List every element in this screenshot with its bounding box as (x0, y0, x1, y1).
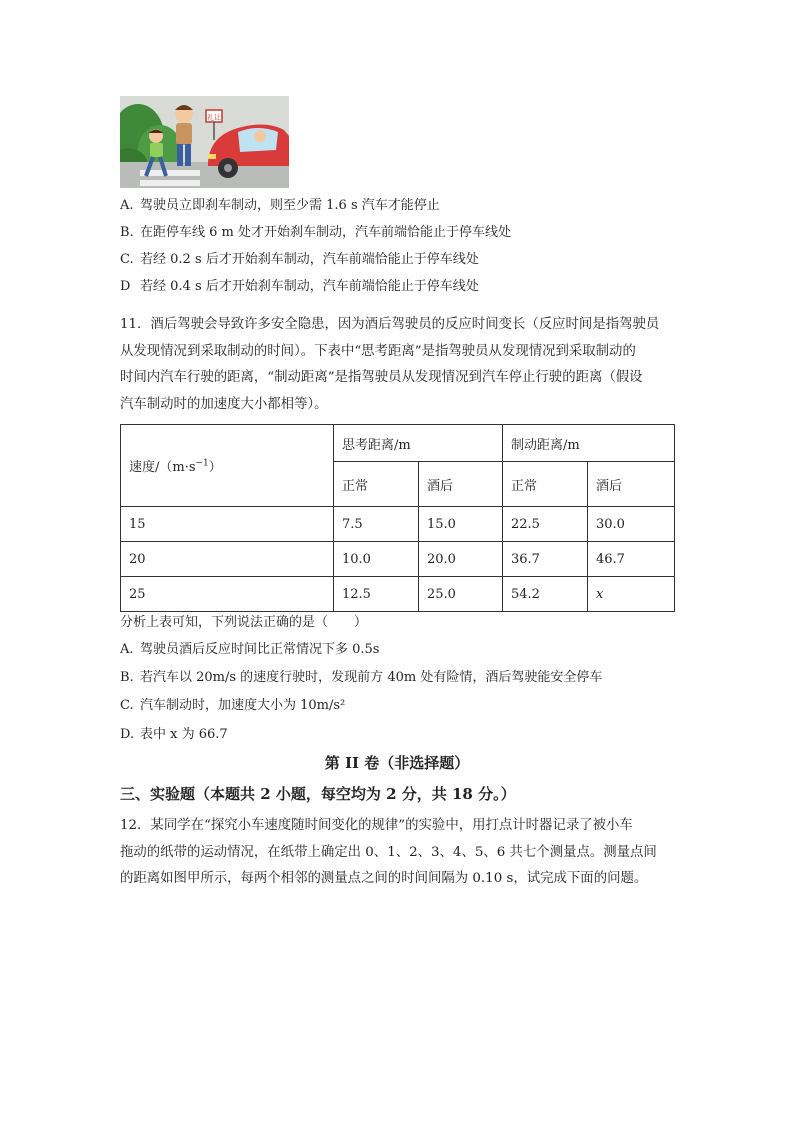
q12-line: 拖动的纸带的运动情况，在纸带上确定出 0、1、2、3、4、5、6 共七个测量点。测量点间 (120, 844, 657, 860)
option-letter: A. (120, 642, 134, 657)
brake-drunk-header: 酒后 (588, 462, 675, 507)
section-title: 第 II 卷（非选择题） (324, 754, 470, 772)
q11-question: 分析上表可知，下列说法正确的是（ ） (120, 615, 368, 630)
q11-line: 11．酒后驾驶会导致许多安全隐患，因为酒后驾驶员的反应时间变长（反应时间是指驾驶员 (120, 317, 660, 332)
table-cell: 7.5 (334, 507, 419, 542)
table-cell: 15.0 (419, 507, 503, 542)
option-text: 若经 0.4 s 后才开始刹车制动，汽车前端恰能止于停车线处 (140, 279, 479, 294)
option-text: 驾驶员立即刹车制动，则至少需 1.6 s 汽车才能停止 (140, 198, 440, 213)
table-cell: 25.0 (419, 577, 503, 612)
q11-option-a (120, 641, 379, 659)
option-text: 若汽车以 20m/s 的速度行驶时，发现前方 40m 处有险情，酒后驾驶能安全停车 (140, 670, 603, 685)
speed-header-cell: 速度$/(m\cdot s^{-1})$ (121, 425, 334, 507)
table-cell: 46.7 (588, 542, 675, 577)
q10-option-a (120, 197, 440, 215)
option-letter: C. (120, 252, 134, 267)
option-letter: D. (120, 727, 135, 742)
table-cell: 25 (121, 577, 334, 612)
table-cell: 15 (121, 507, 334, 542)
q10-option-c (120, 251, 479, 269)
option-letter: A. (120, 198, 134, 213)
option-letter: D (120, 279, 131, 294)
brake-distance-header: 制动距离/m (503, 425, 675, 462)
crosswalk-illustration (120, 96, 289, 188)
q12-stem (120, 813, 680, 893)
q11-line: 从发现情况到采取制动的时间）。下表中“思考距离”是指驾驶员从发现情况到采取制动的 (120, 343, 636, 359)
table-cell: 10.0 (334, 542, 419, 577)
brake-normal-header: 正常 (503, 462, 588, 507)
option-text: 若经 0.2 s 后才开始刹车制动，汽车前端恰能止于停车线处 (140, 252, 479, 267)
q11-line: 时间内汽车行驶的距离，“制动距离”是指驾驶员从发现情况到汽车停止行驶的距离（假设 (120, 370, 643, 385)
q12-line: 的距离如图甲所示，每两个相邻的测量点之间的时间间隔为 0.10 s，试完成下面的问题。 (120, 871, 648, 886)
q11-line: 汽车制动时的加速度大小都相等）。 (120, 396, 328, 412)
q10-option-d (120, 278, 479, 296)
option-text: 在距停车线 6 m 处才开始刹车制动，汽车前端恰能止于停车线处 (140, 225, 511, 240)
table-cell: 22.5 (503, 507, 588, 542)
table-row (121, 507, 675, 542)
option-text: 驾驶员酒后反应时间比正常情况下多 0.5s (140, 642, 380, 657)
table-cell: 12.5 (334, 577, 419, 612)
q10-option-b (120, 224, 511, 242)
table-cell: 30.0 (588, 507, 675, 542)
table-cell: 20 (121, 542, 334, 577)
q11-stem (120, 312, 680, 418)
table-cell: 54.2 (503, 577, 588, 612)
section-three-heading: 三、实验题（本题共 2 小题，每空均为 2 分，共 18 分。） (120, 785, 516, 803)
table-cell: 36.7 (503, 542, 588, 577)
option-letter: B. (120, 225, 134, 240)
option-text: 汽车制动时，加速度大小为 10m/s² (140, 698, 346, 713)
q11-option-b (120, 669, 602, 687)
think-normal-header: 正常 (334, 462, 419, 507)
q12-line: 12．某同学在“探究小车速度随时间变化的规律”的实验中，用打点计时器记录了被小车 (120, 818, 633, 833)
option-letter: C. (120, 698, 134, 713)
option-letter: B. (120, 670, 134, 685)
sign-text: 礼让 (207, 113, 221, 122)
option-text: 表中 x 为 66.7 (140, 727, 228, 742)
table-row (121, 542, 675, 577)
table-header-row (121, 425, 675, 462)
reaction-distance-table (120, 424, 675, 612)
think-drunk-header: 酒后 (419, 462, 503, 507)
table-cell: 20.0 (419, 542, 503, 577)
q11-option-c (120, 697, 345, 715)
q11-option-d (120, 726, 228, 744)
think-distance-header: 思考距离/m (334, 425, 503, 462)
table-row (121, 577, 675, 612)
table-cell: x (588, 577, 675, 612)
